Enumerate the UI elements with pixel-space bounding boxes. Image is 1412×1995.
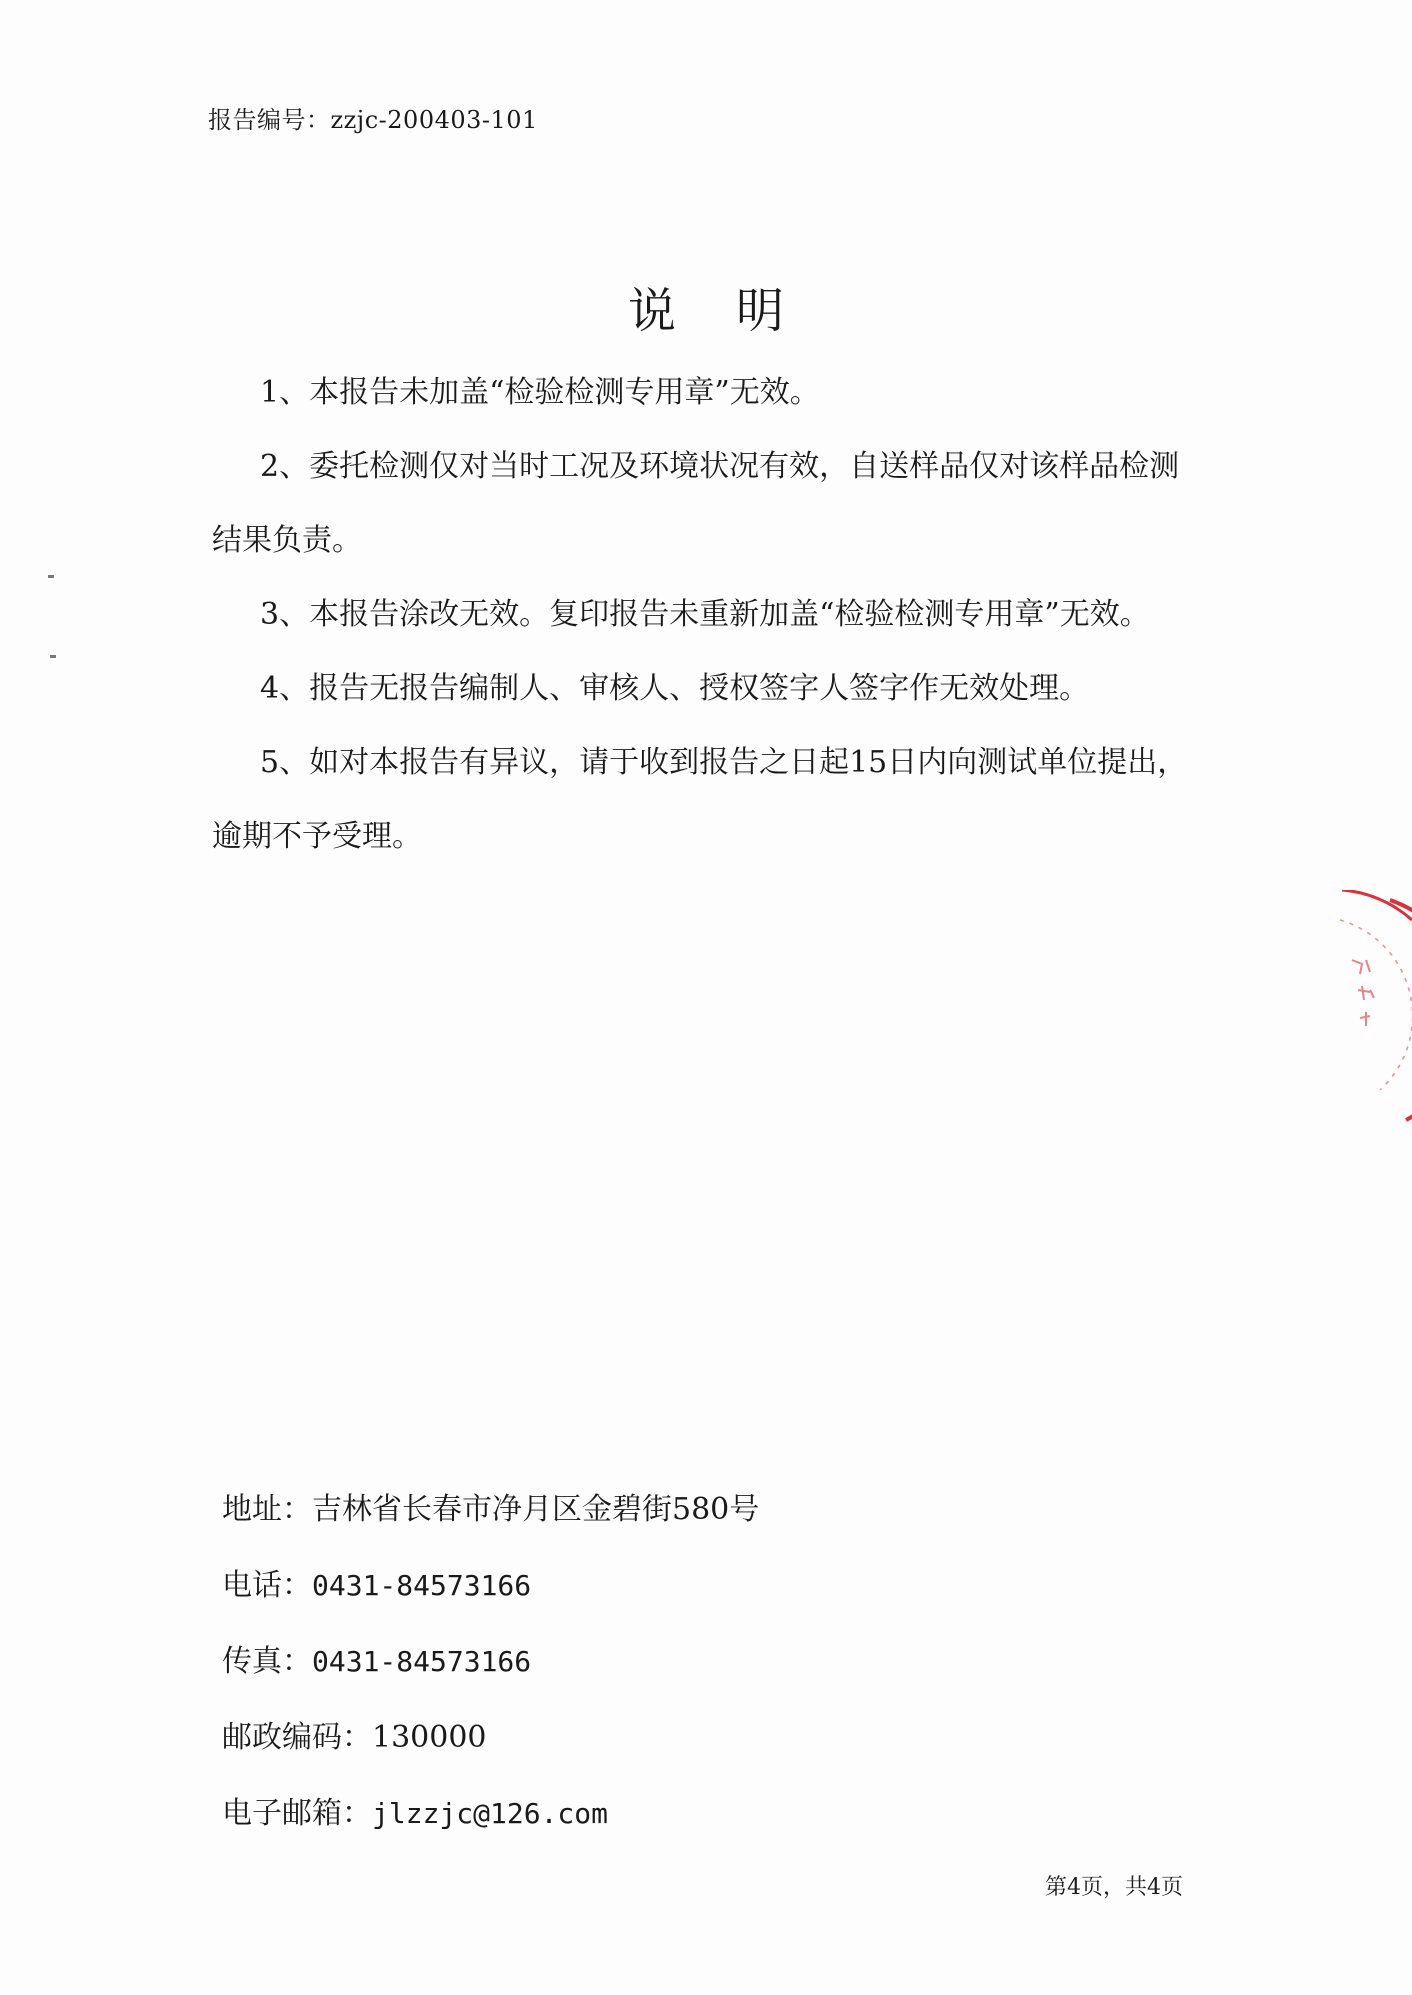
page-title: 说明: [627, 283, 844, 339]
note-item-4: 4、报告无报告编制人、审核人、授权签字人签字作无效处理。: [260, 671, 1090, 706]
fax-row: [222, 1624, 759, 1700]
seal-arc-right: [1390, 900, 1412, 1120]
note-item-1: 1、本报告未加盖“检验检测专用章”无效。: [260, 375, 820, 410]
phone-row: [222, 1548, 759, 1624]
postcode-value: 130000: [372, 1720, 487, 1755]
email-row: [222, 1776, 759, 1852]
email-label: 电子邮箱：: [222, 1796, 372, 1831]
note-item-2: 2、委托检测仅对当时工况及环境状况有效，自送样品仅对该样品检测结果负责。: [212, 449, 1180, 558]
fax-value: 0431-84573166: [312, 1645, 532, 1678]
page-number: 第4页，共4页: [1045, 1875, 1183, 1900]
address-label: 地址：: [222, 1492, 312, 1527]
scan-dot: [50, 655, 56, 658]
phone-label: 电话：: [222, 1568, 312, 1603]
seal-glyph-marks: [1352, 960, 1374, 1026]
postcode-row: [222, 1700, 759, 1776]
official-seal-stamp: [1330, 890, 1412, 1130]
postcode-label: 邮政编码：: [222, 1720, 372, 1755]
address-row: [222, 1472, 759, 1548]
note-item-5: 5、如对本报告有异议，请于收到报告之日起15日内向测试单位提出，逾期不予受理。: [212, 745, 1188, 854]
contact-info: [222, 1472, 759, 1852]
phone-value: 0431-84573166: [312, 1569, 532, 1602]
note-item-3: 3、本报告涂改无效。复印报告未重新加盖“检验检测专用章”无效。: [260, 597, 1150, 632]
address-value: 吉林省长春市净月区金碧街580号: [312, 1492, 760, 1527]
scan-dot: [48, 575, 54, 578]
notes-list: [212, 356, 1202, 874]
email-value: jlzzjc@126.com: [372, 1797, 609, 1830]
report-number: 报告编号：zzjc-200403-101: [208, 106, 538, 134]
fax-label: 传真：: [222, 1644, 312, 1679]
seal-arc-inner: [1340, 920, 1412, 1090]
